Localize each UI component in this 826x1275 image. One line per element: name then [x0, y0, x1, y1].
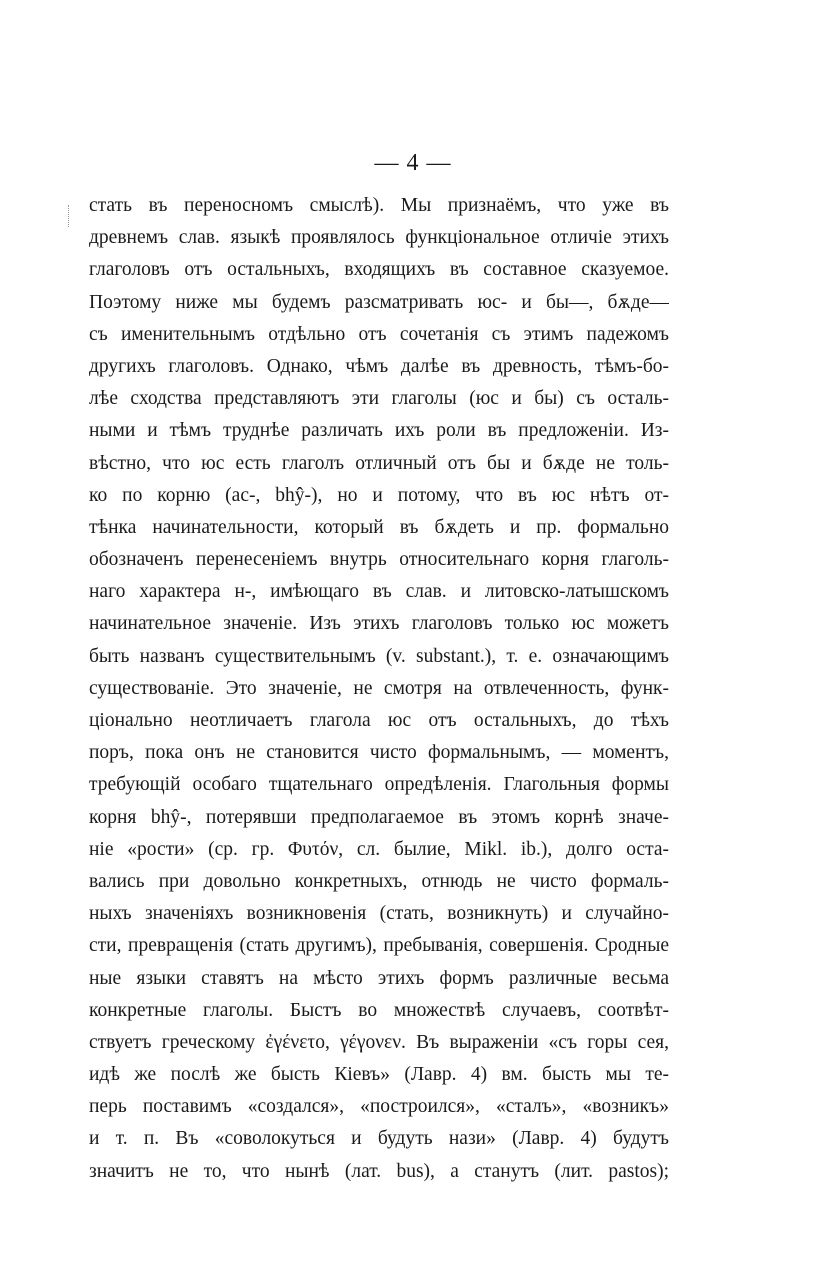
text-line: съ именительнымъ отдѣльно отъ сочетанія съ этимъ падежомъ	[89, 323, 669, 345]
text-line: древнемъ слав. языкѣ проявлялось функціональное отличіе этихъ	[89, 227, 669, 249]
text-line: существованіе. Это значеніе, не смотря на отвлеченность, функ-	[89, 677, 669, 699]
text-line: глаголовъ отъ остальныхъ, входящихъ въ составное сказуемое.	[89, 259, 669, 281]
text-line: идѣ же послѣ же бысть Кіевъ» (Лавр. 4) вм. бысть мы те-	[89, 1064, 669, 1086]
text-line: поръ, пока онъ не становится чисто формальнымъ, — моментъ,	[89, 742, 669, 764]
text-line: требующій особаго тщательнаго опредѣленія. Глагольныя формы	[89, 774, 669, 796]
text-line: ными и тѣмъ труднѣе различать ихъ роли въ предложеніи. Из-	[89, 420, 669, 442]
text-line: ко по корню (ас-, bhŷ-), но и потому, что въ юс нѣтъ от-	[89, 484, 669, 506]
text-line: ствуетъ греческому ἐγένετο, γέγονεν. Въ выраженіи «съ горы сея,	[89, 1031, 669, 1053]
text-line: перь поставимъ «создался», «построился», «сталъ», «возникъ»	[89, 1096, 669, 1118]
text-line: корня bhŷ-, потерявши предполагаемое въ этомъ корнѣ значе-	[89, 806, 669, 828]
text-line: обозначенъ перенесеніемъ внутрь относительнаго корня глаголь-	[89, 549, 669, 571]
text-line: начинательное значеніе. Изъ этихъ глаголовъ только юс можетъ	[89, 613, 669, 635]
text-line: другихъ глаголовъ. Однако, чѣмъ далѣе въ древность, тѣмъ-бо-	[89, 355, 669, 377]
text-line: наго характера н-, имѣющаго въ слав. и литовско-латышскомъ	[89, 581, 669, 603]
text-line: сти, превращенія (стать другимъ), пребыванія, совершенія. Сродные	[89, 935, 669, 957]
text-line: ніе «рости» (ср. гр. Φυτόν, сл. былие, Mikl. ib.), долго оста-	[89, 838, 669, 860]
text-line: ціонально неотличаетъ глагола юс отъ остальныхъ, до тѣхъ	[89, 710, 669, 731]
text-line: значитъ не то, что нынѣ (лат. bus), а станутъ (лит. pastos);	[89, 1160, 669, 1182]
text-line: конкретные глаголы. Быстъ во множествѣ случаевъ, соотвѣт-	[89, 999, 669, 1021]
text-line: тѣнка начинательности, который въ бѫдеть и пр. формально	[89, 516, 669, 538]
margin-mark	[68, 205, 71, 227]
body-text	[89, 190, 669, 1188]
text-line: вались при довольно конкретныхъ, отнюдь не чисто формаль-	[89, 870, 669, 892]
text-line: лѣе сходства представляютъ эти глаголы (юс и бы) съ осталь-	[89, 388, 669, 410]
text-line: ныхъ значеніяхъ возникновенія (стать, возникнуть) и случайно-	[89, 903, 669, 925]
text-line: ные языки ставятъ на мѣсто этихъ формъ различные весьма	[89, 967, 669, 989]
text-line: и т. п. Въ «соволокуться и будуть нази» (Лавр. 4) будутъ	[89, 1128, 669, 1150]
text-line: быть названъ существительнымъ (v. substant.), т. е. означающимъ	[89, 645, 669, 667]
text-line: вѣстно, что юс есть глаголъ отличный отъ бы и бѫде не толь-	[89, 452, 669, 474]
text-line: Поэтому ниже мы будемъ разсматривать юс- и бы—, бѫде—	[89, 291, 669, 313]
text-line: стать въ переносномъ смыслѣ). Мы признаёмъ, что уже въ	[89, 195, 669, 216]
page-number: — 4 —	[374, 150, 452, 176]
